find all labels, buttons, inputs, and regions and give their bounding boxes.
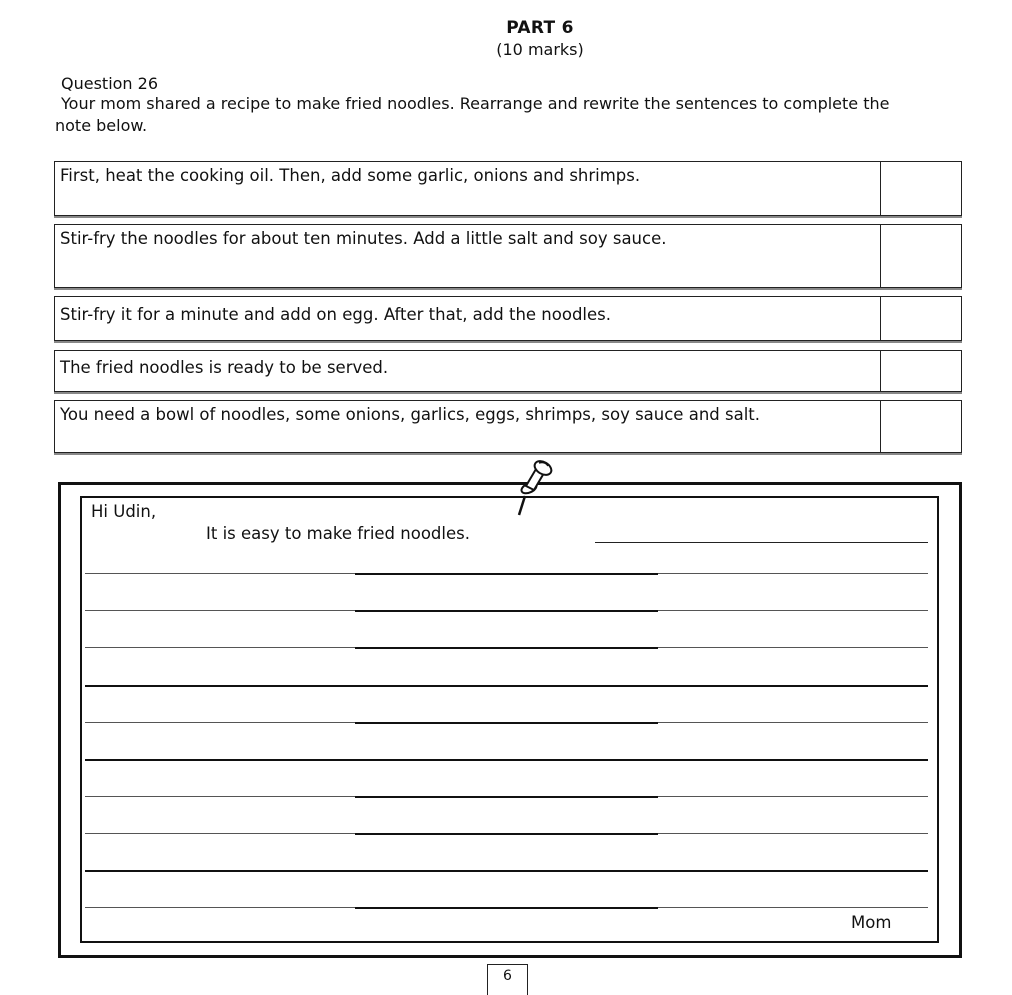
note-greeting: Hi Udin, <box>91 502 157 521</box>
pushpin-icon-graphic <box>512 455 562 517</box>
sentence-row <box>54 400 962 453</box>
note-writing-line[interactable] <box>85 870 928 871</box>
sentence-row <box>54 161 962 216</box>
sequence-answer-box[interactable] <box>881 351 961 391</box>
line-shadow <box>355 722 658 724</box>
sentence-row <box>54 224 962 288</box>
sentence-text: The fried noodles is ready to be served. <box>55 351 881 391</box>
question-label: Question 26 <box>61 74 159 93</box>
question-instructions: Your mom shared a recipe to make fried noodles. Rearrange and rewrite the sentences to complete the note below. <box>55 94 890 135</box>
note-writing-line[interactable] <box>85 573 928 574</box>
note-writing-line[interactable] <box>85 722 928 723</box>
sentence-text: Stir-fry it for a minute and add on egg. After that, add the noodles. <box>55 297 881 340</box>
line-shadow <box>355 907 658 909</box>
note-writing-line[interactable] <box>85 685 928 686</box>
sequence-answer-box[interactable] <box>881 225 961 287</box>
sentence-text: You need a bowl of noodles, some onions, garlics, eggs, shrimps, soy sauce and salt. <box>55 401 881 452</box>
note-writing-line[interactable] <box>85 610 928 611</box>
line-shadow <box>355 610 658 612</box>
note-answer-line[interactable] <box>595 542 928 543</box>
note-writing-line[interactable] <box>85 647 928 648</box>
note-signoff: Mom <box>851 913 892 932</box>
sequence-answer-box[interactable] <box>881 162 961 215</box>
sentence-row <box>54 296 962 341</box>
line-shadow <box>355 833 658 835</box>
line-shadow <box>355 796 658 798</box>
sentence-text: Stir-fry the noodles for about ten minutes. Add a little salt and soy sauce. <box>55 225 881 287</box>
note-writing-line[interactable] <box>85 833 928 834</box>
pushpin-icon <box>512 455 562 517</box>
part-marks: (10 marks) <box>496 40 584 59</box>
line-shadow <box>355 647 658 649</box>
sentence-text: First, heat the cooking oil. Then, add some garlic, onions and shrimps. <box>55 162 881 215</box>
sequence-answer-box[interactable] <box>881 297 961 340</box>
line-shadow <box>85 870 928 872</box>
line-shadow <box>355 573 658 575</box>
sequence-answer-box[interactable] <box>881 401 961 452</box>
note-opening-sentence: It is easy to make fried noodles. <box>206 524 470 543</box>
sentence-row <box>54 350 962 392</box>
note-writing-line[interactable] <box>85 796 928 797</box>
page-number: 6 <box>487 964 528 995</box>
note-frame-inner <box>80 496 939 943</box>
note-writing-line[interactable] <box>85 759 928 760</box>
line-shadow <box>85 685 928 687</box>
note-writing-line[interactable] <box>85 907 928 908</box>
part-title: PART 6 <box>506 18 574 38</box>
line-shadow <box>85 759 928 761</box>
